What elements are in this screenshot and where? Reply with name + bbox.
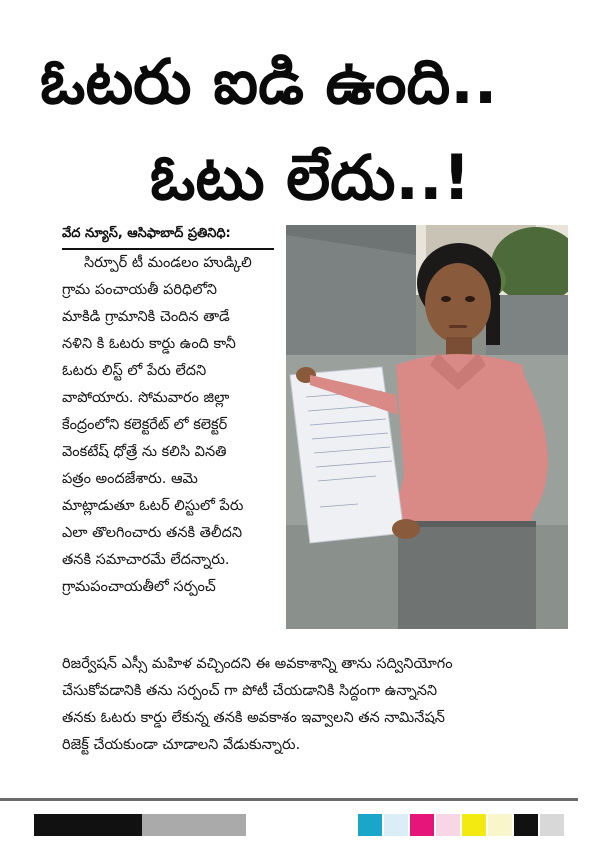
article-line: కేంద్రంలోని కలెక్టరేట్ లో కలెక్టర్: [62, 417, 228, 433]
article-line: నళిని కి ఓటరు కార్డు ఉంది కానీ: [62, 336, 236, 352]
article-line: మాట్లాడుతూ ఓటర్ లిస్టులో పేరు: [62, 498, 244, 514]
headline-line-1: ఓటరు ఐడి ఉంది..: [40, 45, 498, 118]
registration-swatch: [410, 814, 434, 836]
bottom-rule: [0, 798, 578, 801]
article-line: రిజర్వేషన్ ఎస్సీ మహిళ వచ్చిందని ఈ అవకాశాన్ని తాను సద్వినియోగం: [62, 656, 453, 672]
registration-swatch: [540, 814, 564, 836]
byline: వేద న్యూస్, ఆసిఫాబాద్ ప్రతినిధి:: [62, 226, 231, 241]
registration-swatch: [358, 814, 382, 836]
article-line: సిర్పూర్ టీ మండలం హుడ్కిలి: [84, 255, 252, 271]
registration-swatch: [488, 814, 512, 836]
headline-line-2: ఓటు లేదు..!: [150, 141, 471, 214]
registration-swatch: [436, 814, 460, 836]
article-line: ఎలా తొలగించారు తనకి తెలీదని: [62, 525, 243, 541]
article-line: చేసుకోవడానికి తను సర్పంచ్ గా పోటీ చేయడానికి సిద్దంగా ఉన్నానని: [62, 683, 438, 699]
article-line: గ్రామ పంచాయతీ పరిధిలోని: [62, 282, 217, 298]
registration-bar: [34, 814, 142, 836]
article-column-narrow: [62, 250, 280, 601]
photo-hand-right: [392, 519, 420, 539]
registration-swatch: [462, 814, 486, 836]
registration-bar: [142, 814, 246, 836]
article-line: రిజెక్ట్ చేయకుండా చూడాలని వేడుకున్నారు.: [62, 737, 301, 753]
article-line: వాపోయారు. సోమవారం జిల్లా: [62, 390, 230, 406]
photo-wall-top: [286, 235, 416, 355]
photo-face: [425, 263, 491, 343]
article-line: గ్రామపంచాయతీలో సర్పంచ్: [62, 579, 216, 595]
article-line: ఓటరు లిస్ట్ లో పేరు లేదని: [62, 363, 207, 379]
registration-swatch: [384, 814, 408, 836]
news-photo: [286, 225, 568, 629]
photo-mouth: [449, 325, 467, 328]
article-line: వెంకటేష్ ధోత్రే ను కలిసి వినతి: [62, 444, 227, 460]
registration-swatch: [514, 814, 538, 836]
article-line: తనకి సమాచారమే లేదన్నారు.: [62, 552, 230, 568]
article-line: మాకిడి గ్రామానికి చెందిన తాడే: [62, 309, 230, 325]
article-line: పత్రం అందజేశారు. ఆమె: [62, 471, 198, 487]
photo-eye-right: [465, 296, 475, 302]
photo-pants: [398, 521, 536, 629]
article-line: తనకు ఓటరు కార్డు లేకున్న తనకి అవకాశం ఇవ్వాలని తన నామినేషన్: [62, 710, 445, 726]
photo-eye-left: [441, 296, 451, 302]
article-column-wide: [62, 651, 572, 759]
